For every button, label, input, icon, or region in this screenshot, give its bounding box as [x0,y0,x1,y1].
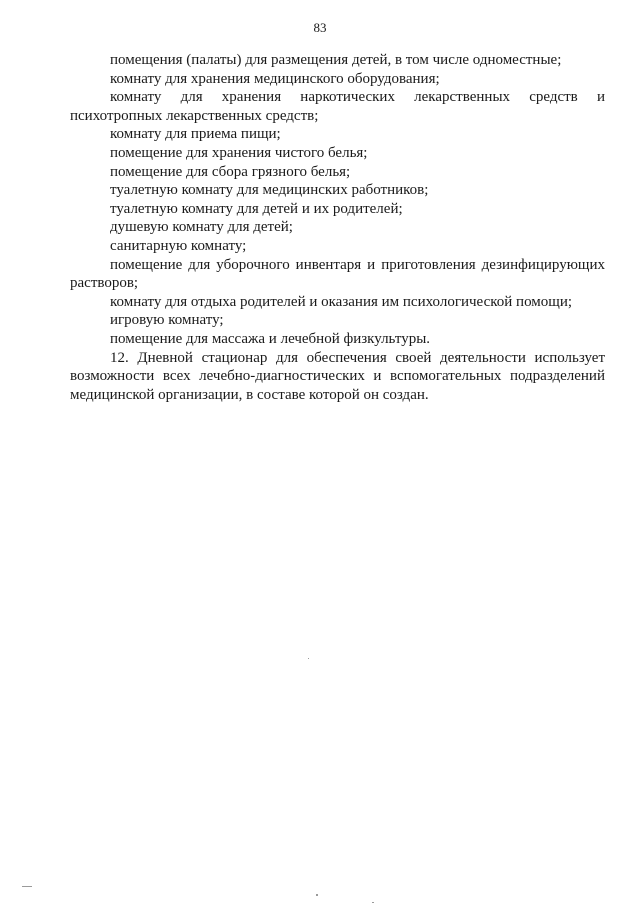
scan-speck [22,886,32,887]
paragraph-8: туалетную комнату для детей и их родителей; [110,200,403,217]
paragraph-11: помещение для уборочного инвентаря и приготовления дезинфицирующих растворов; [70,256,605,292]
paragraph-10: санитарную комнату; [110,237,247,254]
paragraph-15: 12. Дневной стационар для обеспечения своей деятельности использует возможности всех лечебно-диагностических и вспомогательных подразделений медицинской организации, в составе которой он создан. [70,349,605,403]
paragraph-1: помещения (палаты) для размещения детей, в том числе одноместные; [110,52,562,68]
paragraph-2: комнату для хранения медицинского оборудования; [110,70,440,87]
paragraph-12: комнату для отдыха родителей и оказания им психологической помощи; [110,293,573,310]
paragraph-14: помещение для массажа и лечебной физкультуры. [110,330,431,347]
paragraph-7: туалетную комнату для медицинских работников; [110,182,429,199]
paragraph-4: комнату для приема пищи; [110,126,281,143]
page-number: 83 [313,20,327,35]
scan-speck [372,902,374,903]
paragraph-3: комнату для хранения наркотических лекарственных средств и психотропных лекарственных средств; [70,89,605,124]
paragraph-5: помещение для хранения чистого белья; [110,144,368,161]
scan-speck [308,658,309,659]
scan-speck [316,894,318,896]
paragraph-9: душевую комнату для детей; [110,219,293,236]
paragraph-13: игровую комнату; [110,312,224,329]
document-body [70,51,605,404]
paragraph-6: помещение для сбора грязного белья; [110,163,351,180]
